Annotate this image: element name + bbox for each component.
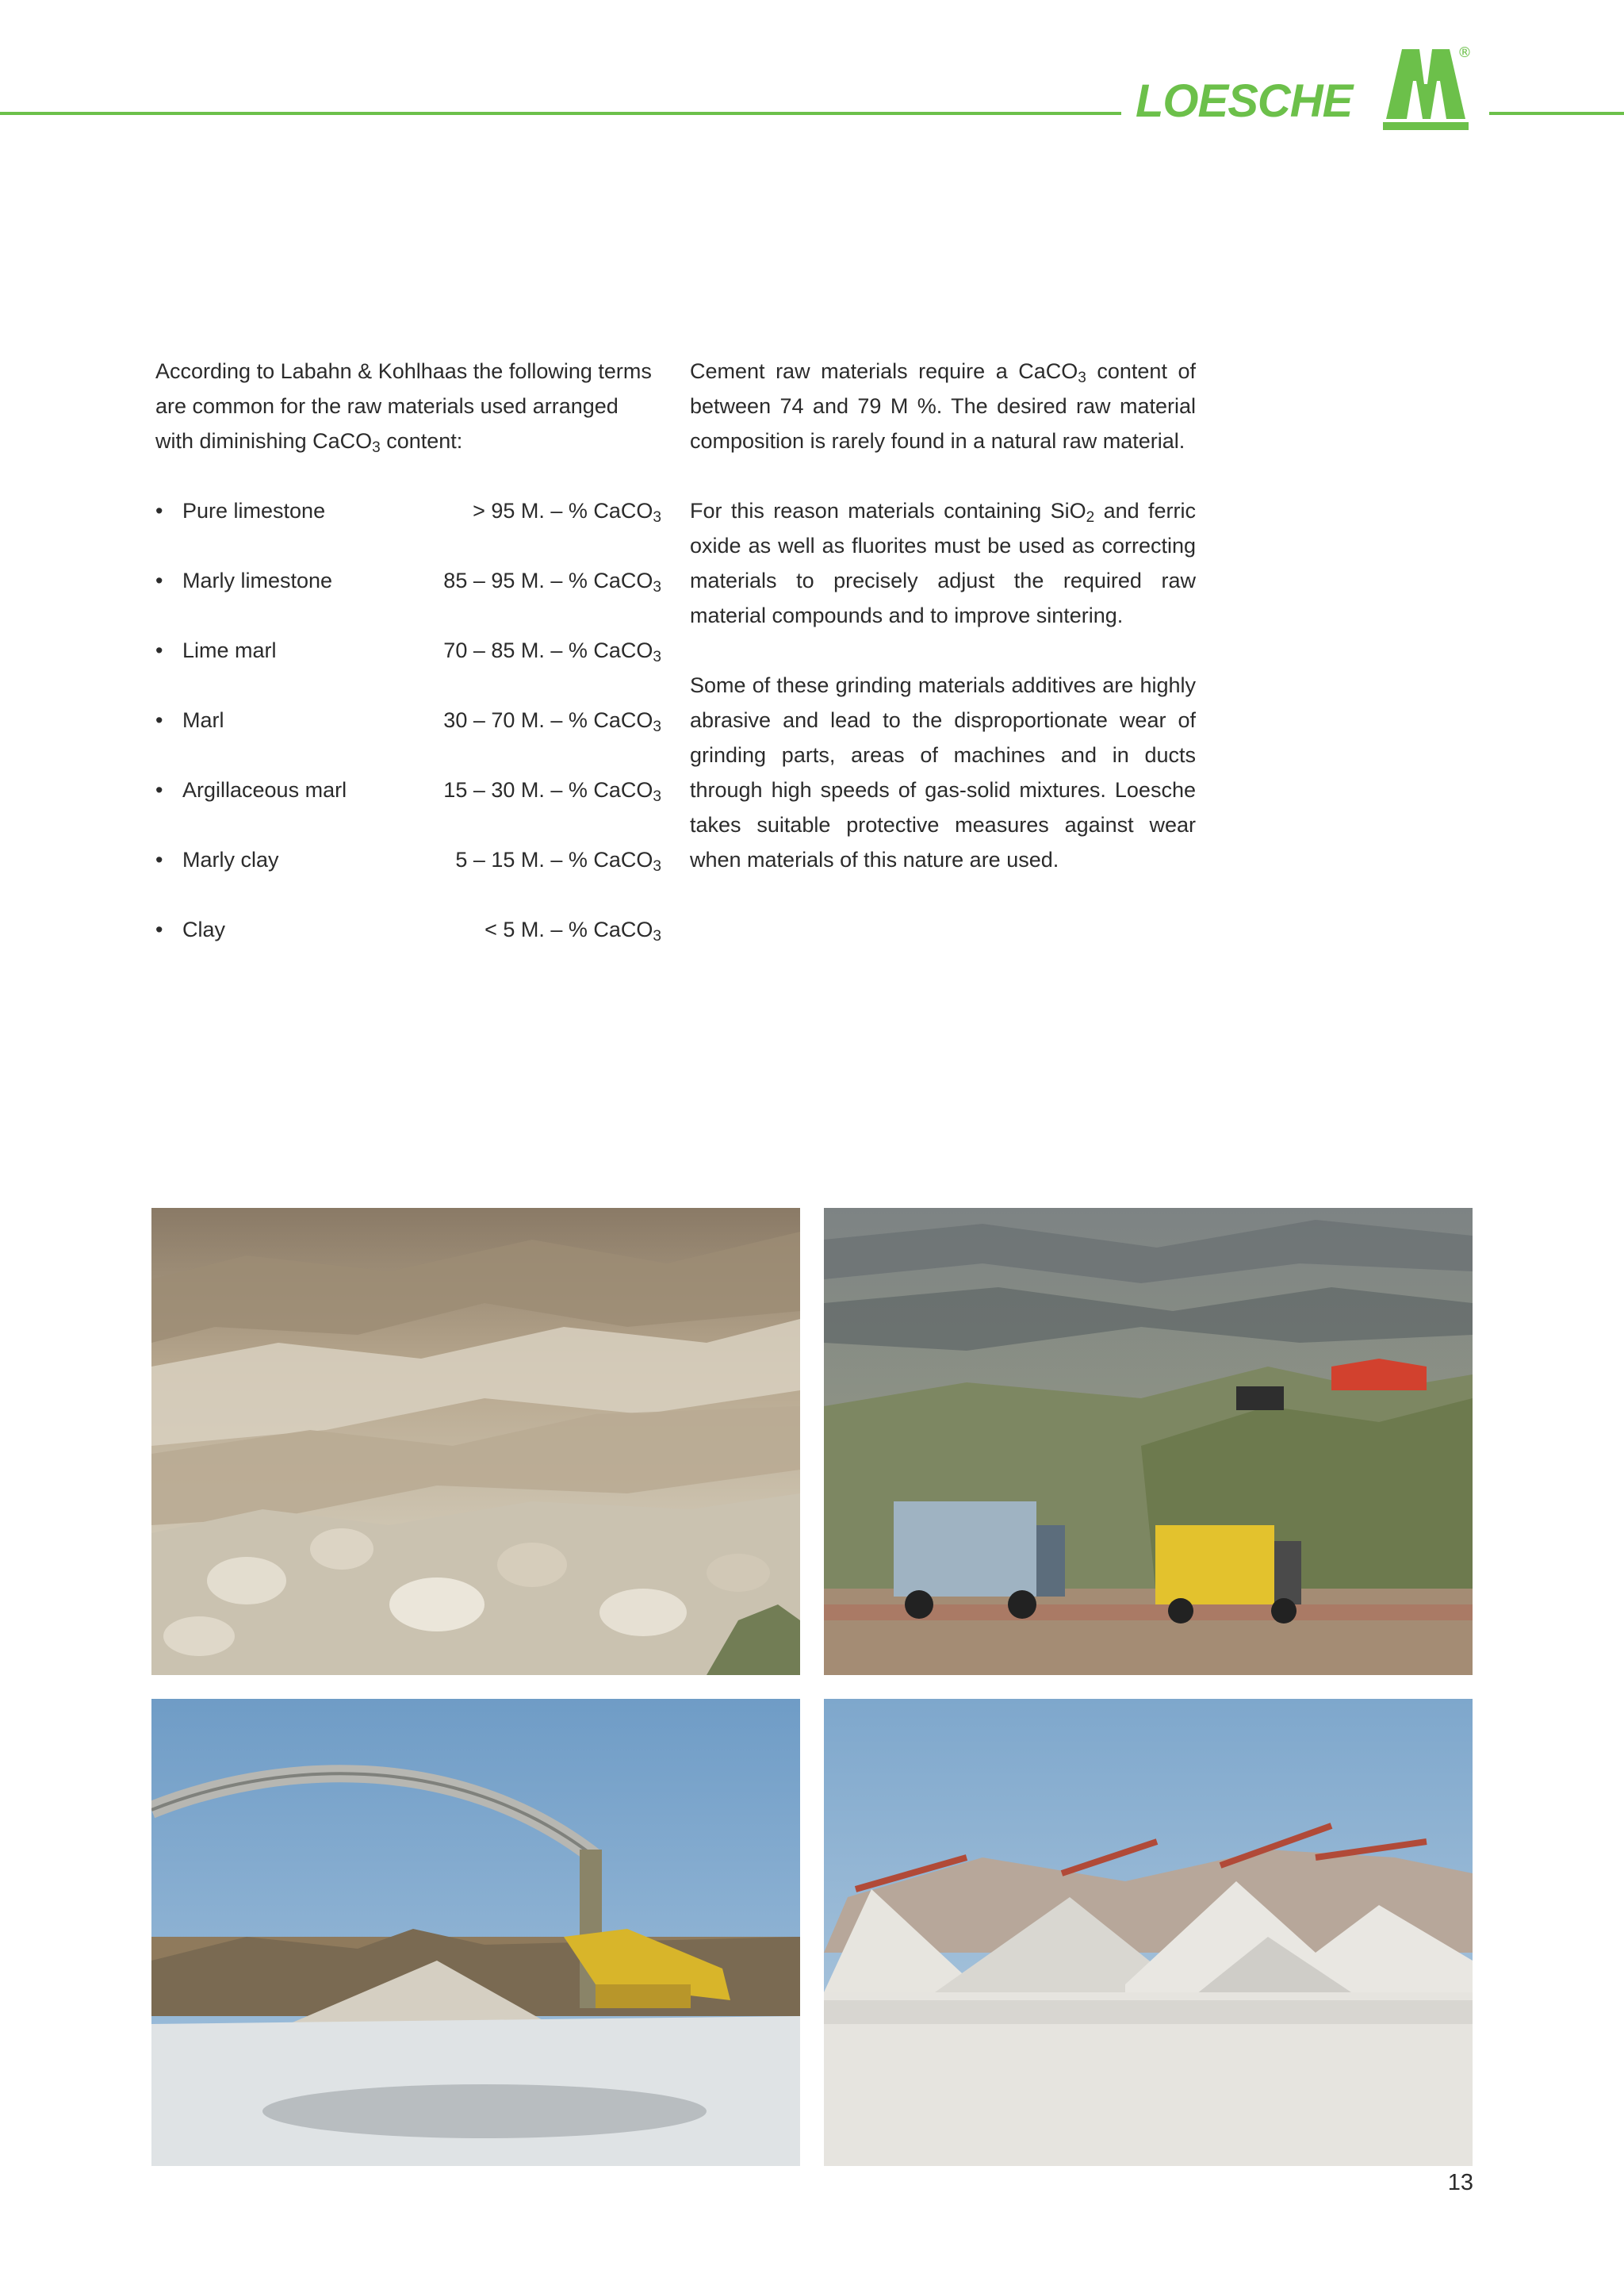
limestone-quarry-photo [151, 1208, 800, 1675]
list-item: • Marly clay 5 – 15 M. – % CaCO$_3$ [155, 848, 661, 875]
list-item: • Lime marl 70 – 85 M. – % CaCO$_3$ [155, 638, 661, 665]
page-number: 13 [1447, 2170, 1473, 2195]
intro-paragraph: According to Labahn & Kohlhaas the following terms are common for the raw materials used arranged with diminishing CaCO$_3$ content: [155, 359, 652, 456]
paragraph-caco3-content: Cement raw materials require a CaCO$_3$ content of between 74 and 79 M %. The desired raw material composition is rarely found in a natural raw material. [690, 359, 1196, 453]
stacker-conveyor-photo [151, 1699, 800, 2166]
list-item: • Argillaceous marl 15 – 30 M. – % CaCO$_3$ [155, 778, 661, 805]
right-column [690, 354, 1196, 877]
stockpiles-crusher-photo [824, 1699, 1473, 2166]
list-item: • Clay < 5 M. – % CaCO$_3$ [155, 918, 661, 945]
list-item: • Marly limestone 85 – 95 M. – % CaCO$_3$ [155, 569, 661, 596]
list-item: • Pure limestone > 95 M. – % CaCO$_3$ [155, 499, 661, 526]
paragraph-abrasive-materials: Some of these grinding materials additives are highly abrasive and lead to the disproportionate wear of grinding parts, areas of machines and in ducts through high speeds of gas-solid mixtures. Loesche takes suitable protective measures against wear when materials of this nature are used. [690, 673, 1196, 872]
loesche-logo-text: LOESCHE [1136, 75, 1353, 127]
raw-material-terms-list [155, 493, 661, 947]
paragraph-correcting-materials: For this reason materials containing SiO$_2$ and ferric oxide as well as fluorites must be used as correcting materials to precisely adjust the required raw material compounds and to improve sintering. [690, 499, 1196, 627]
header-rule-right [1489, 112, 1624, 115]
list-item: • Marl 30 – 70 M. – % CaCO$_3$ [155, 708, 661, 735]
quarry-dump-trucks-photo [824, 1208, 1473, 1675]
header-rule-left [0, 112, 1121, 115]
left-column [155, 354, 661, 982]
registered-mark: ® [1457, 44, 1472, 61]
